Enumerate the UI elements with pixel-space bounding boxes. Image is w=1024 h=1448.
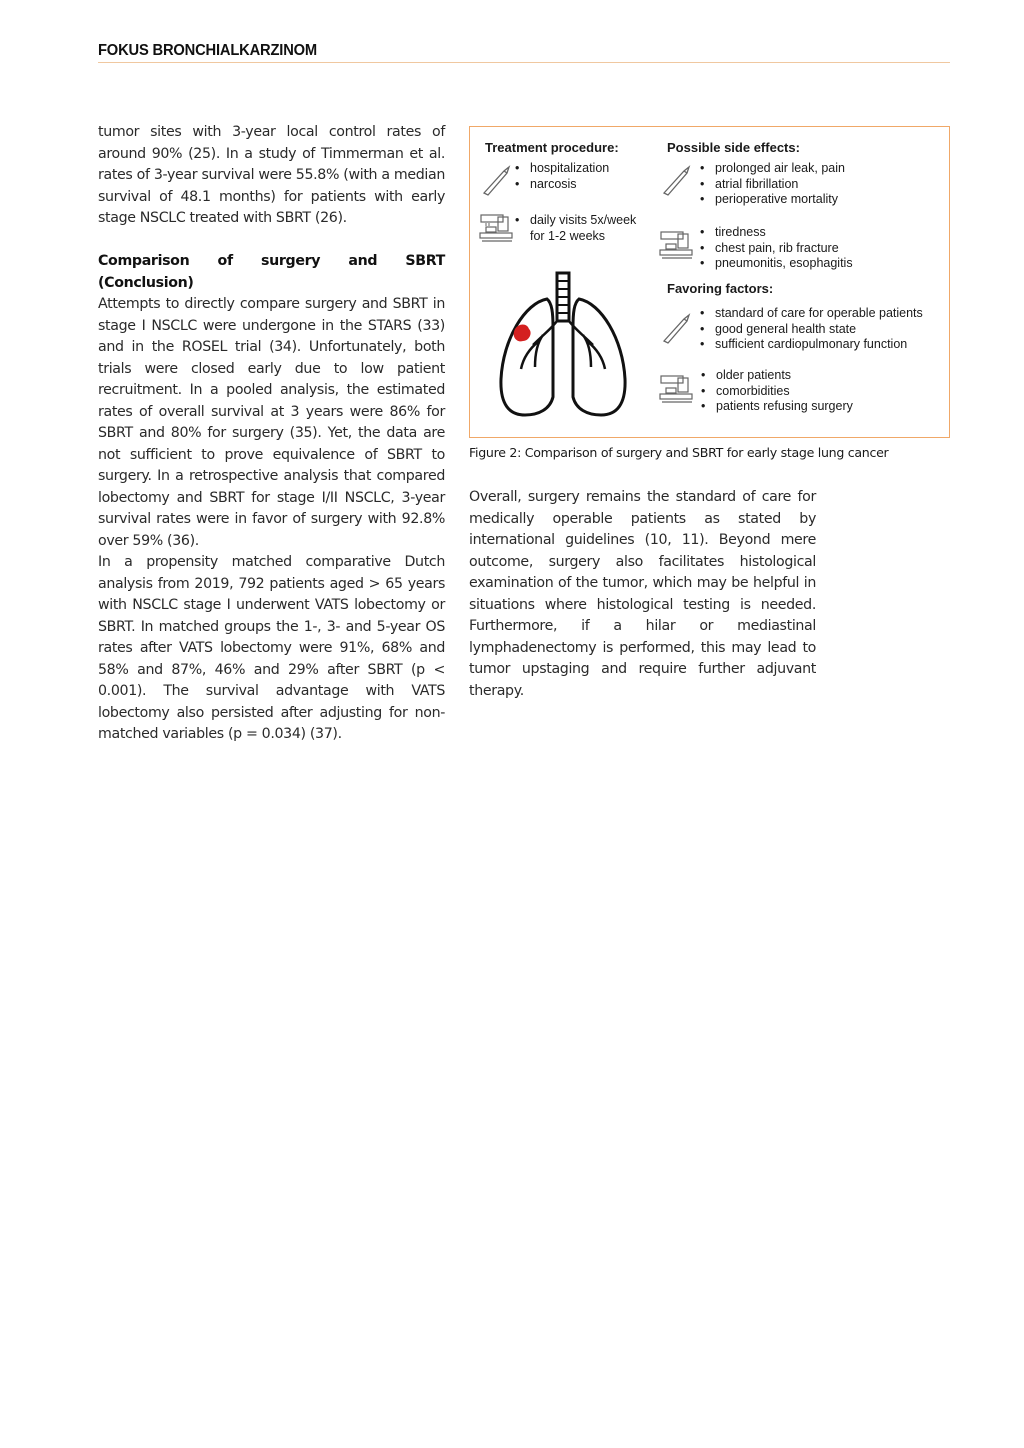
lungs-illustration — [495, 269, 635, 419]
side-effects-heading: Possible side effects: — [667, 140, 800, 155]
right-column — [469, 487, 816, 702]
list-item: • good general health state — [700, 322, 945, 338]
favoring-heading: Favoring factors: — [667, 281, 774, 296]
list-item: • prolonged air leak, pain — [700, 161, 940, 177]
list-item: • tiredness — [700, 225, 940, 241]
list-item: • patients refusing surgery — [701, 399, 941, 415]
figure-caption: Figure 2: Comparison of surgery and SBRT for early stage lung cancer — [469, 445, 889, 460]
list-item: • atrial fibrillation — [700, 177, 940, 193]
subheading: Comparison of surgery and SBRT (Conclusion) — [98, 253, 445, 291]
paragraph: In a propensity matched comparative Dutch analysis from 2019, 792 patients aged > 65 years with NSCLC stage I underwent VATS lobectomy or SBRT. In matched groups the 1-, 3- and 5-year OS rates after VATS lobectomy were 91%, 68% and 58% and 87%, 46% and 29% after SBRT (p < 0.001). The survival advantage with VATS lobectomy also persisted after adjusting for non-matched variables (p = 0.034) (37). — [98, 554, 445, 742]
list-item: • sufficient cardiopulmonary function — [700, 337, 945, 353]
list-item: • narcosis — [515, 177, 665, 193]
surgery-procedure-list — [515, 161, 665, 192]
scalpel-icon — [660, 163, 696, 197]
sbrt-factors-list — [701, 368, 941, 415]
page-header — [98, 41, 950, 63]
surgery-side-effects-list — [700, 161, 940, 208]
paragraph: Attempts to directly compare surgery and SBRT in stage I NSCLC were undergone in the STARS (33) and in the ROSEL trial (34). Unfortunately, both trials were closed early due to low patient recruitment. In a pooled analysis, the estimated rates of overall survival at 3 years were 86% for SBRT and 80% for surgery (35). Yet, the data are not sufficient to prove equivalence of SBRT to surgery. In a retrospective analysis that compared lobectomy and SBRT for stage I/II NSCLC, 3-year survival rates were in favor of surgery with 92.8% over 59% (36). — [98, 296, 445, 549]
figure-2 — [469, 126, 950, 438]
list-item: • hospitalization — [515, 161, 665, 177]
linac-icon — [658, 374, 696, 406]
treatment-heading: Treatment procedure: — [485, 140, 619, 155]
list-item-line: daily visits 5x/week — [530, 213, 637, 227]
paragraph: tumor sites with 3-year local control rates of around 90% (25). In a study of Timmerman et al. rates of 3-year survival were 55.8% (with a median survival of 48.1 months) for patients with early stage NSCLC treated with SBRT (26). — [98, 124, 445, 226]
section-title: FOKUS BRONCHIALKARZINOM — [98, 42, 318, 59]
scalpel-icon — [660, 311, 696, 345]
list-item: • perioperative mortality — [700, 192, 940, 208]
list-item: • comorbidities — [701, 384, 941, 400]
list-item: • older patients — [701, 368, 941, 384]
scalpel-icon — [480, 163, 516, 197]
list-item: • pneumonitis, esophagitis — [700, 256, 940, 272]
list-item — [515, 213, 665, 244]
list-item-line: for 1-2 weeks — [530, 228, 606, 243]
list-item: • chest pain, rib fracture — [700, 241, 940, 257]
sbrt-procedure-list — [515, 213, 665, 244]
linac-icon — [478, 213, 516, 245]
surgery-factors-list — [700, 306, 945, 353]
linac-icon — [658, 230, 696, 262]
sbrt-side-effects-list — [700, 225, 940, 272]
list-item: • standard of care for operable patients — [700, 306, 945, 322]
paragraph: Overall, surgery remains the standard of care for medically operable patients as stated by international guidelines (10, 11). Beyond mere outcome, surgery also facilitates histological examination of the tumor, which may be helpful in situations where histological testing is needed. Furthermore, if a hilar or mediastinal lymphadenectomy is performed, this may lead to tumor upstaging and require further adjuvant therapy. — [469, 489, 816, 699]
left-column — [98, 122, 445, 746]
